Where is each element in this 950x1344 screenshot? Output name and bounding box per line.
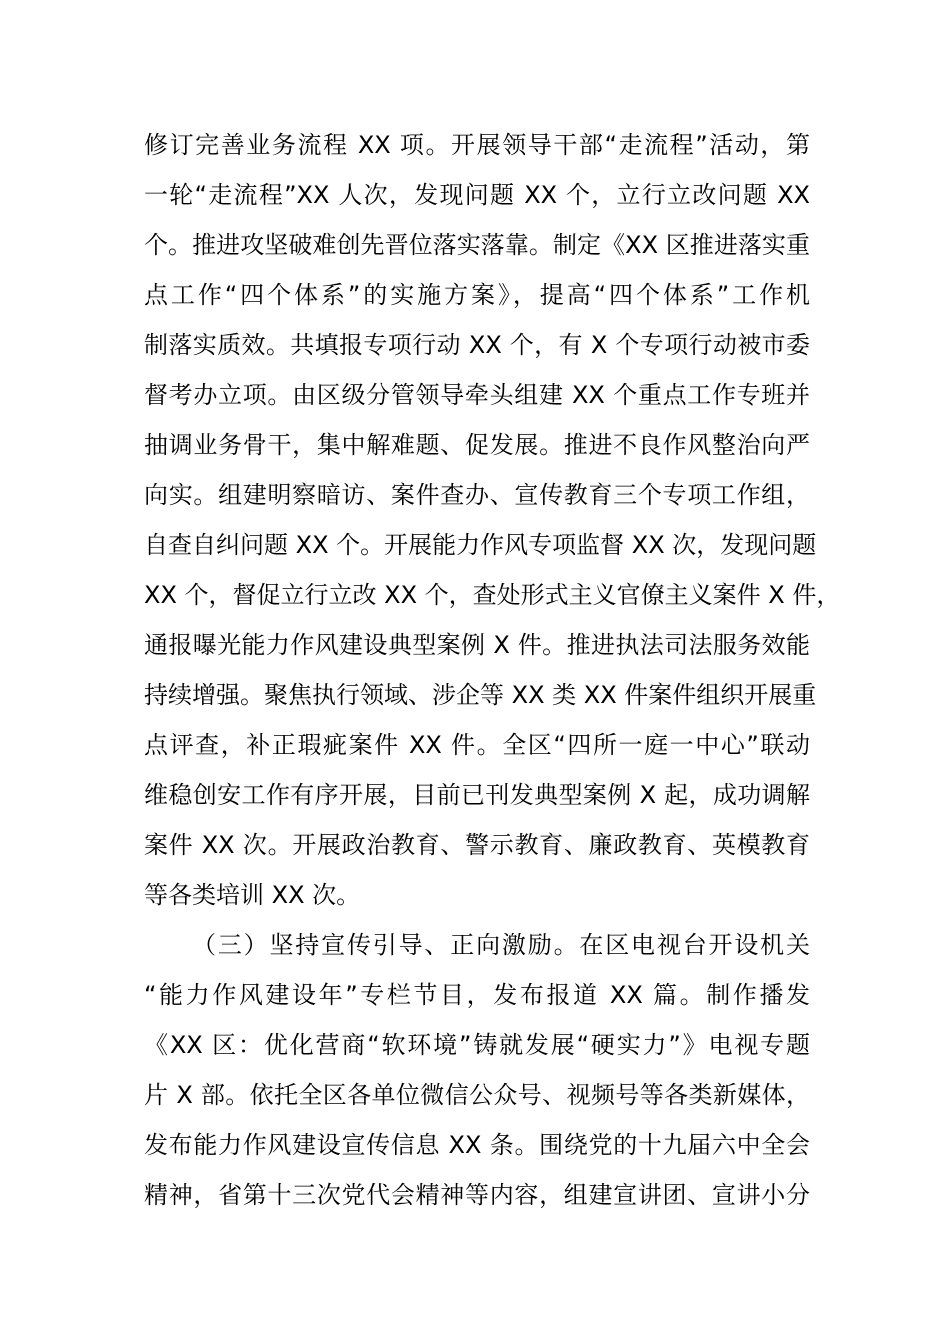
text-line: 一轮“走流程”XX 人次，发现问题 XX 个，立行立改问题 XX [144,181,810,209]
text-line: 《XX 区：优化营商“软环境”铸就发展“硬实力”》电视专题 [144,1031,810,1059]
text-line: 制落实质效。共填报专项行动 XX 个，有 X 个专项行动被市委 [144,331,810,359]
text-line: 修订完善业务流程 XX 项。开展领导干部“走流程”活动，第 [144,131,810,159]
text-line: 抽调业务骨干，集中解难题、促发展。推进不良作风整治向严 [144,431,810,459]
text-line: “能力作风建设年”专栏节目，发布报道 XX 篇。制作播发 [144,981,810,1009]
text-line: 点评查，补正瑕疵案件 XX 件。全区“四所一庭一中心”联动 [144,731,810,759]
text-line: 点工作“四个体系”的实施方案》，提高“四个体系”工作机 [144,281,810,309]
text-line: 自查自纠问题 XX 个。开展能力作风专项监督 XX 次，发现问题 [144,531,817,559]
text-line: 持续增强。聚焦执行领域、涉企等 XX 类 XX 件案件组织开展重 [144,681,817,709]
text-line: 发布能力作风建设宣传信息 XX 条。围绕党的十九届六中全会 [144,1131,810,1159]
text-line: XX 个，督促立行立改 XX 个，查处形式主义官僚主义案件 X 件， [144,581,841,609]
text-line: 督考办立项。由区级分管领导牵头组建 XX 个重点工作专班并 [144,381,810,409]
text-line: 通报曝光能力作风建设典型案例 X 件。推进执法司法服务效能 [144,631,810,659]
text-line: 等各类培训 XX 次。 [144,881,361,909]
section-heading-line: （三）坚持宣传引导、正向激励。在区电视台开设机关 [192,931,810,959]
text-line: 向实。组建明察暗访、案件查办、宣传教育三个专项工作组， [144,481,810,509]
text-line: 片 X 部。依托全区各单位微信公众号、视频号等各类新媒体， [144,1081,810,1109]
text-line: 案件 XX 次。开展政治教育、警示教育、廉政教育、英模教育 [144,831,810,859]
text-line: 个。推进攻坚破难创先晋位落实落靠。制定《XX 区推进落实重 [144,231,810,259]
text-line: 维稳创安工作有序开展，目前已刊发典型案例 X 起，成功调解 [144,781,810,809]
text-line: 精神，省第十三次党代会精神等内容，组建宣讲团、宣讲小分 [144,1181,810,1209]
